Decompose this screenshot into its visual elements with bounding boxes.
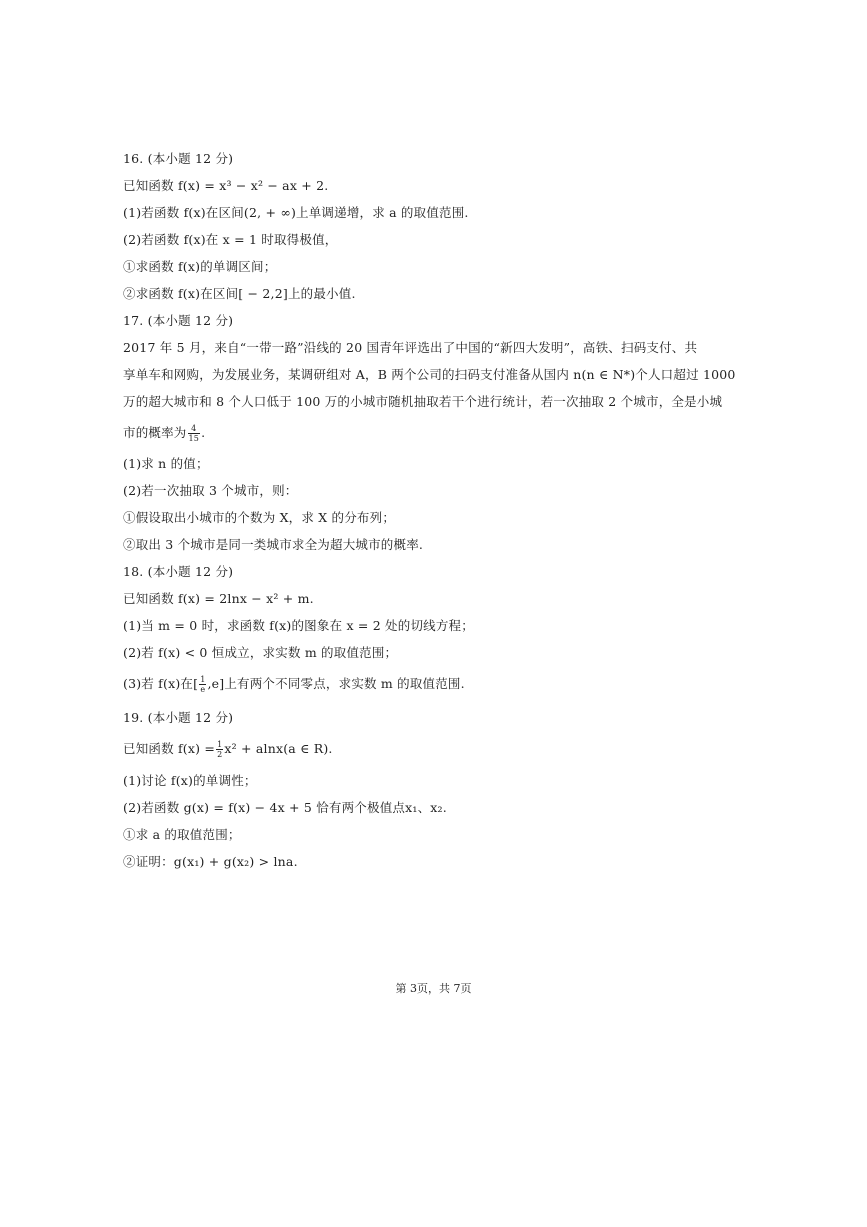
q19-part2b: ②证明：g(x₁) + g(x₂) > lna. <box>123 854 298 869</box>
q19-stem <box>123 740 333 759</box>
q18-part3 <box>123 675 465 694</box>
q18-header: 18. (本小题 12 分) <box>123 564 234 579</box>
q16-stem: 已知函数 f(x) = x³ − x² − ax + 2. <box>123 178 329 193</box>
q16-part2: (2)若函数 f(x)在 x = 1 时取得极值， <box>123 232 338 247</box>
q16-part2a: ①求函数 f(x)的单调区间； <box>123 259 277 274</box>
q17-part1: (1)求 n 的值； <box>123 456 209 471</box>
fraction-denominator: 15 <box>188 434 200 443</box>
q19-part2a: ①求 a 的取值范围； <box>123 827 241 842</box>
q18-part3-prefix: (3)若 f(x)在[ <box>123 676 199 691</box>
q17-part2: (2)若一次抽取 3 个城市，则： <box>123 483 298 498</box>
q18-part2: (2)若 f(x) < 0 恒成立，求实数 m 的取值范围； <box>123 645 398 660</box>
fraction-numerator: 4 <box>188 424 201 434</box>
q17-line3: 万的超大城市和 8 个人口低于 100 万的小城市随机抽取若干个进行统计，若一次抽取 2 个城市，全是小城 <box>123 394 723 409</box>
q18-interval-fraction <box>199 675 206 694</box>
q17-probability-fraction <box>188 424 201 443</box>
q17-line4 <box>123 424 205 443</box>
q19-stem-prefix: 已知函数 f(x) = <box>123 741 216 756</box>
q18-stem: 已知函数 f(x) = 2lnx − x² + m. <box>123 591 314 606</box>
q18-part1: (1)当 m = 0 时，求函数 f(x)的图象在 x = 2 处的切线方程； <box>123 618 474 633</box>
q17-line1: 2017 年 5 月，来自“一带一路”沿线的 20 国青年评选出了中国的“新四大发明”，高铁、扫码支付、共 <box>123 340 698 355</box>
q17-line4-suffix: . <box>201 425 206 440</box>
q19-stem-suffix: x² + alnx(a ∈ R). <box>224 741 333 756</box>
fraction-denominator: 2 <box>217 750 223 759</box>
fraction-denominator: e <box>200 685 206 694</box>
fraction-numerator: 1 <box>217 740 223 749</box>
q16-part2b: ②求函数 f(x)在区间[ − 2,2]上的最小值. <box>123 286 356 301</box>
fraction-numerator: 1 <box>200 675 206 684</box>
q16-part1: (1)若函数 f(x)在区间(2, + ∞)上单调递增，求 a 的取值范围. <box>123 205 469 220</box>
page-number-footer: 第 3页，共 7页 <box>395 982 472 995</box>
q17-part2b: ②取出 3 个城市是同一类城市求全为超大城市的概率. <box>123 537 424 552</box>
q17-part2a: ①假设取出小城市的个数为 X，求 X 的分布列； <box>123 510 396 525</box>
q19-part1: (1)讨论 f(x)的单调性； <box>123 773 257 788</box>
q17-line4-prefix: 市的概率为 <box>123 425 187 440</box>
q17-line2: 享单车和网购，为发展业务，某调研组对 A，B 两个公司的扫码支付准备从国内 n(n ∈ N*)个人口超过 1000 <box>123 367 736 382</box>
q18-part3-suffix: ,e]上有两个不同零点，求实数 m 的取值范围. <box>207 676 465 691</box>
q19-coefficient-fraction <box>216 740 223 759</box>
q19-part2: (2)若函数 g(x) = f(x) − 4x + 5 恰有两个极值点x₁、x₂. <box>123 800 447 815</box>
q19-header: 19. (本小题 12 分) <box>123 710 234 725</box>
q17-header: 17. (本小题 12 分) <box>123 313 234 328</box>
q16-header: 16. (本小题 12 分) <box>123 151 234 166</box>
